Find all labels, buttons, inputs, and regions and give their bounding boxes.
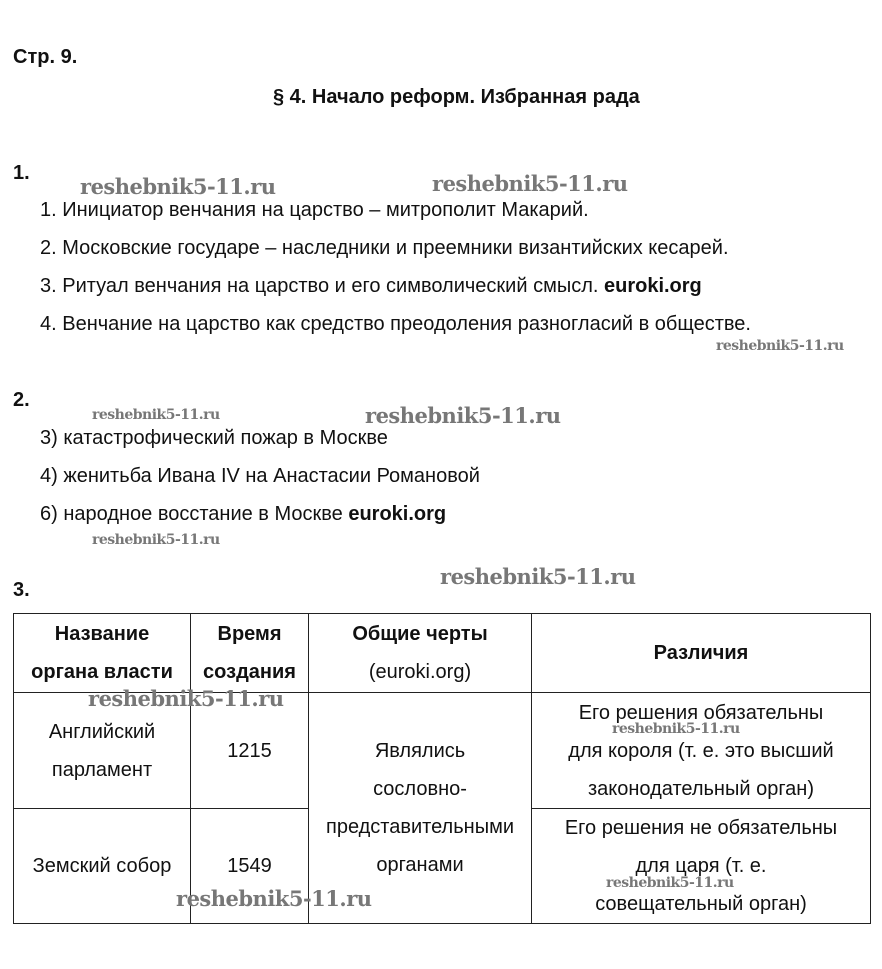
header-time: Время создания (191, 614, 309, 693)
item-text: 4) женитьба Ивана IV на Анастасии Романовой (40, 465, 480, 487)
watermark: reshebnik5-11.ru (92, 407, 220, 423)
header-differences: Различия (532, 614, 871, 693)
task-1-item (40, 199, 589, 222)
source-link: euroki.org (348, 503, 447, 525)
watermark: reshebnik5-11.ru (176, 886, 372, 911)
watermark: reshebnik5-11.ru (432, 171, 628, 196)
header-common: Общие черты (euroki.org) (309, 614, 532, 693)
watermark: reshebnik5-11.ru (716, 338, 844, 354)
header-name: Название органа власти (14, 614, 191, 693)
source-link: euroki.org (603, 275, 702, 297)
cell-name: Земский собор (14, 809, 191, 924)
comparison-table (13, 613, 871, 924)
cell-differences: Его решения обязательны для короля (т. е. это высший законодательный орган) (532, 693, 871, 809)
item-text: 1. Инициатор венчания на царство – митрополит Макарий. (40, 199, 589, 221)
item-text: 3) катастрофический пожар в Москве (40, 427, 388, 449)
cell-differences: Его решения не обязательны для царя (т. е. совещательный орган) (532, 809, 871, 924)
watermark: reshebnik5-11.ru (606, 875, 734, 891)
item-text: 4. Венчание на царство как средство преодоления разногласий в обществе. (40, 313, 751, 335)
item-text: 6) народное восстание в Москве (40, 503, 349, 525)
item-text: 3. Ритуал венчания на царство и его символический смысл. (40, 275, 604, 297)
watermark: reshebnik5-11.ru (92, 532, 220, 548)
task-1-item (40, 275, 702, 298)
cell-year: 1215 (191, 693, 309, 809)
task-3-number: 3. (13, 579, 30, 601)
watermark: reshebnik5-11.ru (440, 564, 636, 589)
cell-year: 1549 (191, 809, 309, 924)
cell-common: Являлись сословно- представительными органами (309, 693, 532, 924)
watermark: reshebnik5-11.ru (88, 686, 284, 711)
watermark: reshebnik5-11.ru (612, 721, 740, 737)
cell-name: Английский парламент (14, 693, 191, 809)
page-label: Стр. 9. (13, 46, 78, 68)
task-2-item (40, 465, 480, 488)
task-2-item (40, 503, 446, 526)
section-title: § 4. Начало реформ. Избранная рада (273, 86, 640, 108)
watermark: reshebnik5-11.ru (365, 403, 561, 428)
task-1-item (40, 313, 751, 336)
task-1-number: 1. (13, 162, 30, 184)
watermark: reshebnik5-11.ru (80, 174, 276, 199)
task-1-item (40, 237, 729, 260)
item-text: 2. Московские государе – наследники и преемники византийских кесарей. (40, 237, 729, 259)
table-header-row (14, 614, 871, 693)
task-2-number: 2. (13, 389, 30, 411)
task-2-item (40, 427, 388, 450)
